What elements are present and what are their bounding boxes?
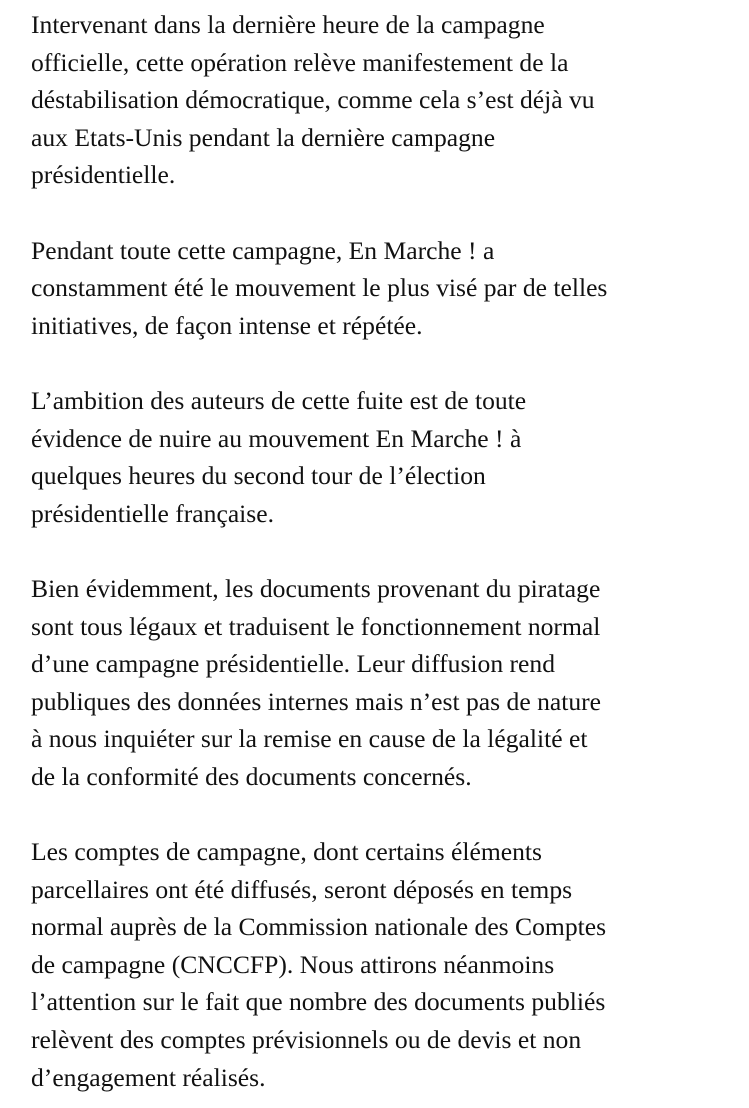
text-line: déstabilisation démocratique, comme cela s’est déjà vu <box>31 85 595 115</box>
text-line: évidence de nuire au mouvement En Marche ! à <box>31 423 522 453</box>
text-line: officielle, cette opération relève manifestement de la <box>31 47 569 77</box>
text-line: d’engagement réalisés. <box>31 1062 266 1092</box>
text-line: sont tous légaux et traduisent le fonctionnement normal <box>31 611 601 641</box>
paragraph-5 <box>31 833 729 1096</box>
text-line: de campagne (CNCCFP). Nous attirons néanmoins <box>31 949 555 979</box>
text-line: Intervenant dans la dernière heure de la campagne <box>31 10 545 39</box>
text-line: relèvent des comptes prévisionnels ou de devis et non <box>31 1025 582 1055</box>
text-line: publiques des données internes mais n’est pas de nature <box>31 686 602 716</box>
text-line: initiatives, de façon intense et répétée. <box>31 310 423 340</box>
text-line: Pendant toute cette campagne, En Marche ! a <box>31 235 495 265</box>
text-line: présidentielle française. <box>31 498 275 528</box>
text-line: parcellaires ont été diffusés, seront déposés en temps <box>31 874 573 904</box>
text-line: quelques heures du second tour de l’élection <box>31 461 486 491</box>
text-line: d’une campagne présidentielle. Leur diffusion rend <box>31 649 556 679</box>
text-line: normal auprès de la Commission nationale des Comptes <box>31 912 607 942</box>
paragraph-2 <box>31 232 729 345</box>
paragraph-3 <box>31 382 729 532</box>
paragraph-1 <box>31 6 729 194</box>
text-line: Les comptes de campagne, dont certains éléments <box>31 837 542 867</box>
text-line: présidentielle. <box>31 160 176 190</box>
text-line: de la conformité des documents concernés. <box>31 761 472 791</box>
text-line: constamment été le mouvement le plus visé par de telles <box>31 273 608 303</box>
paragraph-4 <box>31 570 729 796</box>
text-line: l’attention sur le fait que nombre des documents publiés <box>31 987 606 1017</box>
text-line: Bien évidemment, les documents provenant du piratage <box>31 573 601 603</box>
text-line: à nous inquiéter sur la remise en cause de la légalité et <box>31 724 588 754</box>
text-line: aux Etats-Unis pendant la dernière campagne <box>31 122 496 152</box>
text-line: L’ambition des auteurs de cette fuite est de toute <box>31 385 527 415</box>
